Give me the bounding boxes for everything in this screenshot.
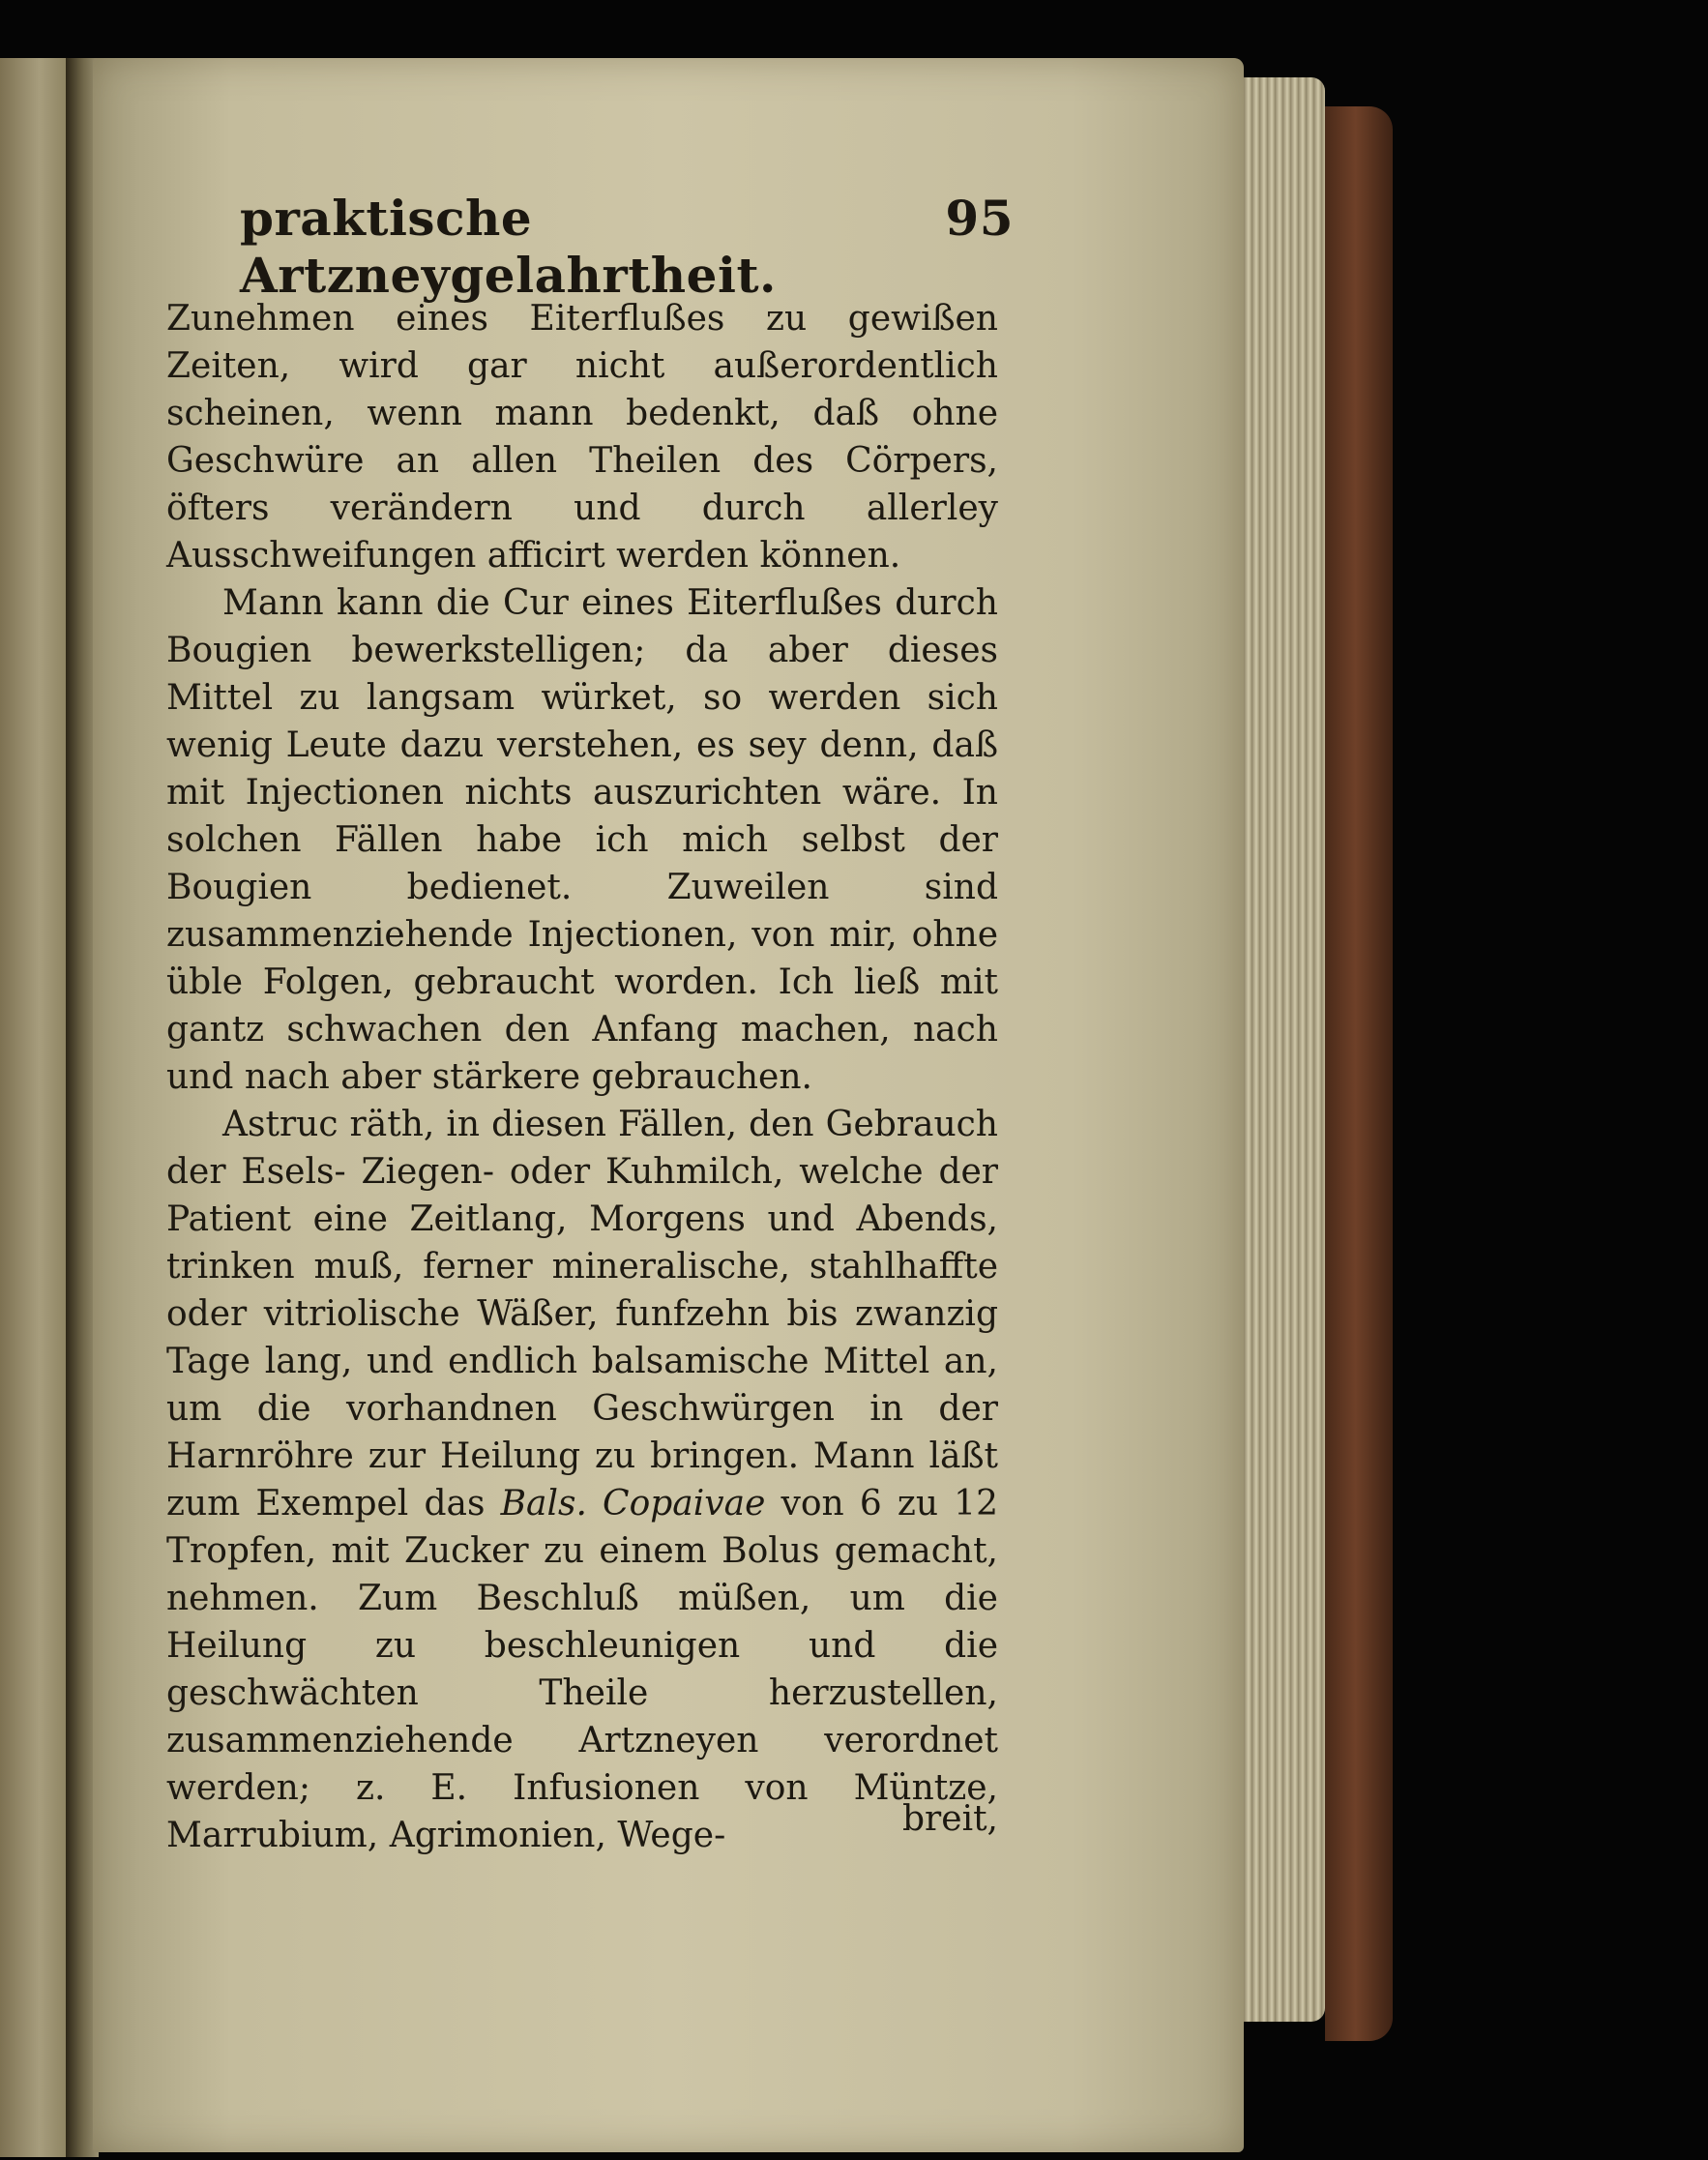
page-block-edges <box>1244 77 1325 2022</box>
paragraph-3-part-2: von 6 zu 12 Tropfen, mit Zucker zu einem Bolus gemacht, nehmen. Zum Beschluß müßen, um die Heilung zu beschleunigen und die geschwächten Theile herzustellen, zusammenziehende Artzneyen verordnet werden; z. E. Infusionen von Müntze, Marrubium, Agrimonien, Wege- <box>166 1484 998 1855</box>
running-title: praktische Artzneygelahrtheit. <box>240 190 777 304</box>
paragraph-2: Mann kann die Cur eines Eiterflußes durch Bougien bewerkstelligen; da aber dieses Mittel zu langsam würket, so werden sich wenig Leute dazu verstehen, es sey denn, daß mit Injectionen nichts auszurichten wäre. In solchen Fällen habe ich mich selbst der Bougien bedienet. Zuweilen sind zusammenziehende Injectionen, von mir, ohne üble Folgen, gebraucht worden. Ich ließ mit gantz schwachen den Anfang machen, nach und nach aber stärkere gebrauchen. <box>166 583 998 1097</box>
book-cover-edge <box>1325 106 1393 2041</box>
running-header <box>240 190 1014 304</box>
left-page-edge <box>0 58 68 2157</box>
page-number: 95 <box>945 190 1014 247</box>
paragraph-3-part-1: Astruc räth, in diesen Fällen, den Gebrauch der Esels- Ziegen- oder Kuhmilch, welche der Patient eine Zeitlang, Morgens und Abends, trinken muß, ferner mineralische, stahlhaffte oder vitriolische Wäßer, funfzehn bis zwanzig Tage lang, und endlich balsamische Mittel an, um die vorhandnen Geschwürgen in der Harnröhre zur Heilung zu bringen. Mann läßt zum Exempel das <box>166 1105 998 1524</box>
body-text <box>166 295 998 1859</box>
paragraph-1: Zunehmen eines Eiterflußes zu gewißen Zeiten, wird gar nicht außerordentlich scheinen, wenn mann bedenkt, daß ohne Geschwüre an allen Theilen des Cörpers, öfters verändern und durch allerley Ausschweifungen afficirt werden können. <box>166 299 998 576</box>
catchword: breit, <box>902 1799 998 1839</box>
italic-term: Bals. Copaivae <box>500 1484 766 1524</box>
paragraph-3 <box>166 1101 998 1859</box>
